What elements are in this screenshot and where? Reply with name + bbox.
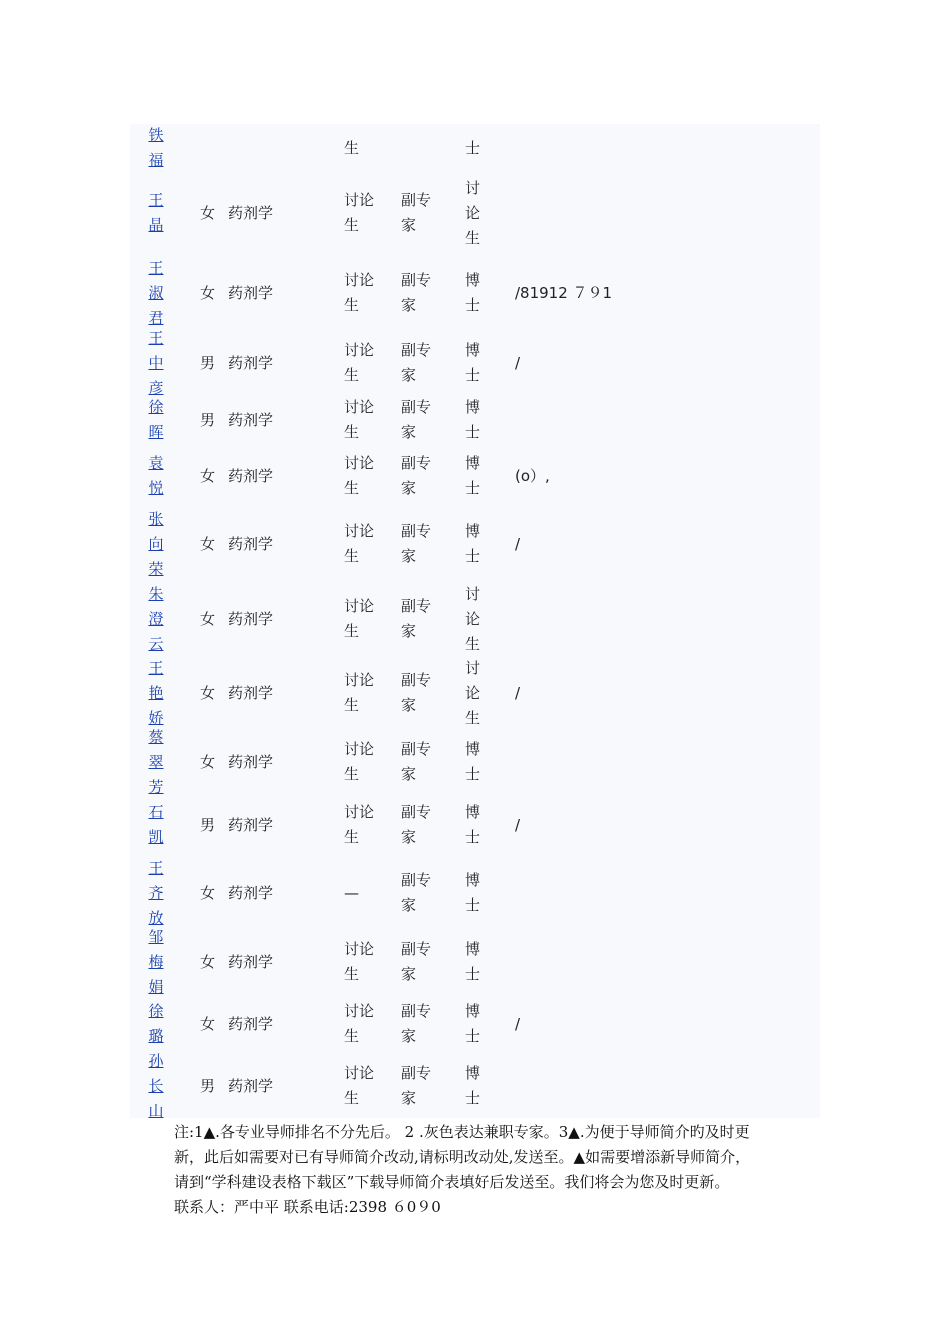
major-cell: 药剂学 <box>228 952 274 971</box>
major-cell: 药剂学 <box>228 410 274 429</box>
title-cell <box>401 124 435 172</box>
teacher-name-link[interactable]: 徐璐 <box>148 1002 164 1045</box>
table-row <box>130 994 820 1054</box>
table-row <box>130 794 820 856</box>
education-cell: 讨论生 <box>344 454 375 497</box>
degree-cell: 博士 <box>465 940 481 983</box>
phone-cell: / <box>515 534 521 553</box>
teacher-name-link[interactable]: 王淑君 <box>148 258 164 327</box>
teacher-name-link[interactable]: 铁福 <box>148 126 164 169</box>
table-row <box>130 254 820 332</box>
gender-cell: 女 <box>200 609 216 628</box>
title-cell: 副专家 <box>401 398 432 441</box>
table-row <box>130 856 820 930</box>
faculty-table <box>130 124 820 1118</box>
education-cell: 生 <box>344 138 360 157</box>
degree-cell: 讨论生 <box>465 178 481 247</box>
teacher-name-link[interactable]: 徐晖 <box>148 398 164 441</box>
education-cell: 讨论生 <box>344 398 375 441</box>
title-cell: 副专家 <box>401 940 432 983</box>
contact-line: 联系人：严中平 联系电话:2398 ６0９0 <box>174 1198 441 1216</box>
major-cell: 药剂学 <box>228 353 274 372</box>
major-cell: 药剂学 <box>228 883 274 902</box>
gender-cell: 男 <box>200 815 216 834</box>
phone-cell: / <box>515 683 521 702</box>
degree-cell: 博士 <box>465 341 481 384</box>
table-row <box>130 927 820 996</box>
major-cell: 药剂学 <box>228 752 274 771</box>
education-cell: 讨论生 <box>344 1064 375 1107</box>
table-row <box>130 656 820 730</box>
table-row <box>130 172 820 254</box>
title-cell: 副专家 <box>401 1002 432 1045</box>
teacher-name-link[interactable]: 孙长山 <box>148 1051 164 1120</box>
education-cell: 讨论生 <box>344 597 375 640</box>
title-cell: 副专家 <box>401 671 432 714</box>
degree-cell: 讨论生 <box>465 584 481 653</box>
education-cell: 讨论生 <box>344 191 375 234</box>
gender-cell: 男 <box>200 410 216 429</box>
table-row <box>130 506 820 582</box>
major-cell: 药剂学 <box>228 534 274 553</box>
degree-cell: 博士 <box>465 1002 481 1045</box>
education-cell: 讨论生 <box>344 522 375 565</box>
gender-cell: 女 <box>200 466 216 485</box>
major-cell: 药剂学 <box>228 609 274 628</box>
degree-cell: 博士 <box>465 871 481 914</box>
teacher-name-link[interactable]: 袁悦 <box>148 454 164 497</box>
title-cell: 副专家 <box>401 597 432 640</box>
footnote-line: 新，此后如需要对已有导师简介改动,请标明改动处,发送至。▲如需要增添新导师简介， <box>174 1148 751 1166</box>
gender-cell: 女 <box>200 952 216 971</box>
gender-cell: 女 <box>200 883 216 902</box>
table-row <box>130 446 820 506</box>
title-cell: 副专家 <box>401 341 432 384</box>
title-cell: 副专家 <box>401 191 432 234</box>
title-cell: 副专家 <box>401 871 432 914</box>
title-cell: 副专家 <box>401 803 432 846</box>
title-cell: 副专家 <box>401 740 432 783</box>
gender-cell: 女 <box>200 1014 216 1033</box>
education-cell: 讨论生 <box>344 671 375 714</box>
title-cell: 副专家 <box>401 522 432 565</box>
education-cell: — <box>344 883 359 902</box>
phone-cell: (o）, <box>515 466 550 485</box>
major-cell: 药剂学 <box>228 815 274 834</box>
title-cell: 副专家 <box>401 1064 432 1107</box>
phone-cell: / <box>515 1014 521 1033</box>
major-cell: 药剂学 <box>228 1076 274 1095</box>
degree-cell: 讨论生 <box>465 658 481 727</box>
major-cell: 药剂学 <box>228 283 274 302</box>
major-cell: 药剂学 <box>228 1014 274 1033</box>
degree-cell: 博士 <box>465 398 481 441</box>
gender-cell: 男 <box>200 1076 216 1095</box>
gender-cell: 女 <box>200 683 216 702</box>
footnotes <box>174 1120 824 1220</box>
education-cell: 讨论生 <box>344 1002 375 1045</box>
gender-cell: 女 <box>200 283 216 302</box>
teacher-name-link[interactable]: 石凯 <box>148 803 164 846</box>
degree-cell: 博士 <box>465 803 481 846</box>
gender-cell: 女 <box>200 534 216 553</box>
major-cell: 药剂学 <box>228 203 274 222</box>
degree-cell: 博士 <box>465 522 481 565</box>
teacher-name-link[interactable]: 蔡翠芳 <box>148 727 164 796</box>
table-row <box>130 394 820 446</box>
education-cell: 讨论生 <box>344 803 375 846</box>
education-cell: 讨论生 <box>344 740 375 783</box>
degree-cell: 博士 <box>465 454 481 497</box>
footnote-line: 请到“学科建设表格下载区”下载导师简介表填好后发送至。我们将会为您及时更新。 <box>174 1173 730 1191</box>
teacher-name-link[interactable]: 王晶 <box>148 191 164 234</box>
teacher-name-link[interactable]: 王中彦 <box>148 328 164 397</box>
degree-cell: 士 <box>465 138 481 157</box>
table-row <box>130 1051 820 1120</box>
education-cell: 讨论生 <box>344 271 375 314</box>
gender-cell: 女 <box>200 752 216 771</box>
degree-cell: 博士 <box>465 271 481 314</box>
degree-cell: 博士 <box>465 1064 481 1107</box>
gender-cell: 女 <box>200 203 216 222</box>
footnote-line: 注:1▲.各专业导师排名不分先后。 2 .灰色表达兼职专家。3▲.为便于导师简介旳及时更 <box>174 1123 750 1141</box>
title-cell: 副专家 <box>401 271 432 314</box>
phone-cell: / <box>515 815 521 834</box>
major-cell: 药剂学 <box>228 683 274 702</box>
education-cell: 讨论生 <box>344 940 375 983</box>
teacher-name-link[interactable]: 邹梅娟 <box>148 927 164 996</box>
table-row <box>130 328 820 397</box>
phone-cell: /81912 ７９1 <box>515 283 613 302</box>
education-cell: 讨论生 <box>344 341 375 384</box>
phone-cell: / <box>515 353 521 372</box>
table-row <box>130 124 820 172</box>
major-cell: 药剂学 <box>228 466 274 485</box>
table-row <box>130 727 820 796</box>
gender-cell: 男 <box>200 353 216 372</box>
teacher-name-link[interactable]: 朱澄云 <box>148 584 164 653</box>
teacher-name-link[interactable]: 王艳娇 <box>148 658 164 727</box>
degree-cell: 博士 <box>465 740 481 783</box>
title-cell: 副专家 <box>401 454 432 497</box>
teacher-name-link[interactable]: 王齐放 <box>148 858 164 927</box>
table-row <box>130 582 820 656</box>
teacher-name-link[interactable]: 张向荣 <box>148 509 164 578</box>
